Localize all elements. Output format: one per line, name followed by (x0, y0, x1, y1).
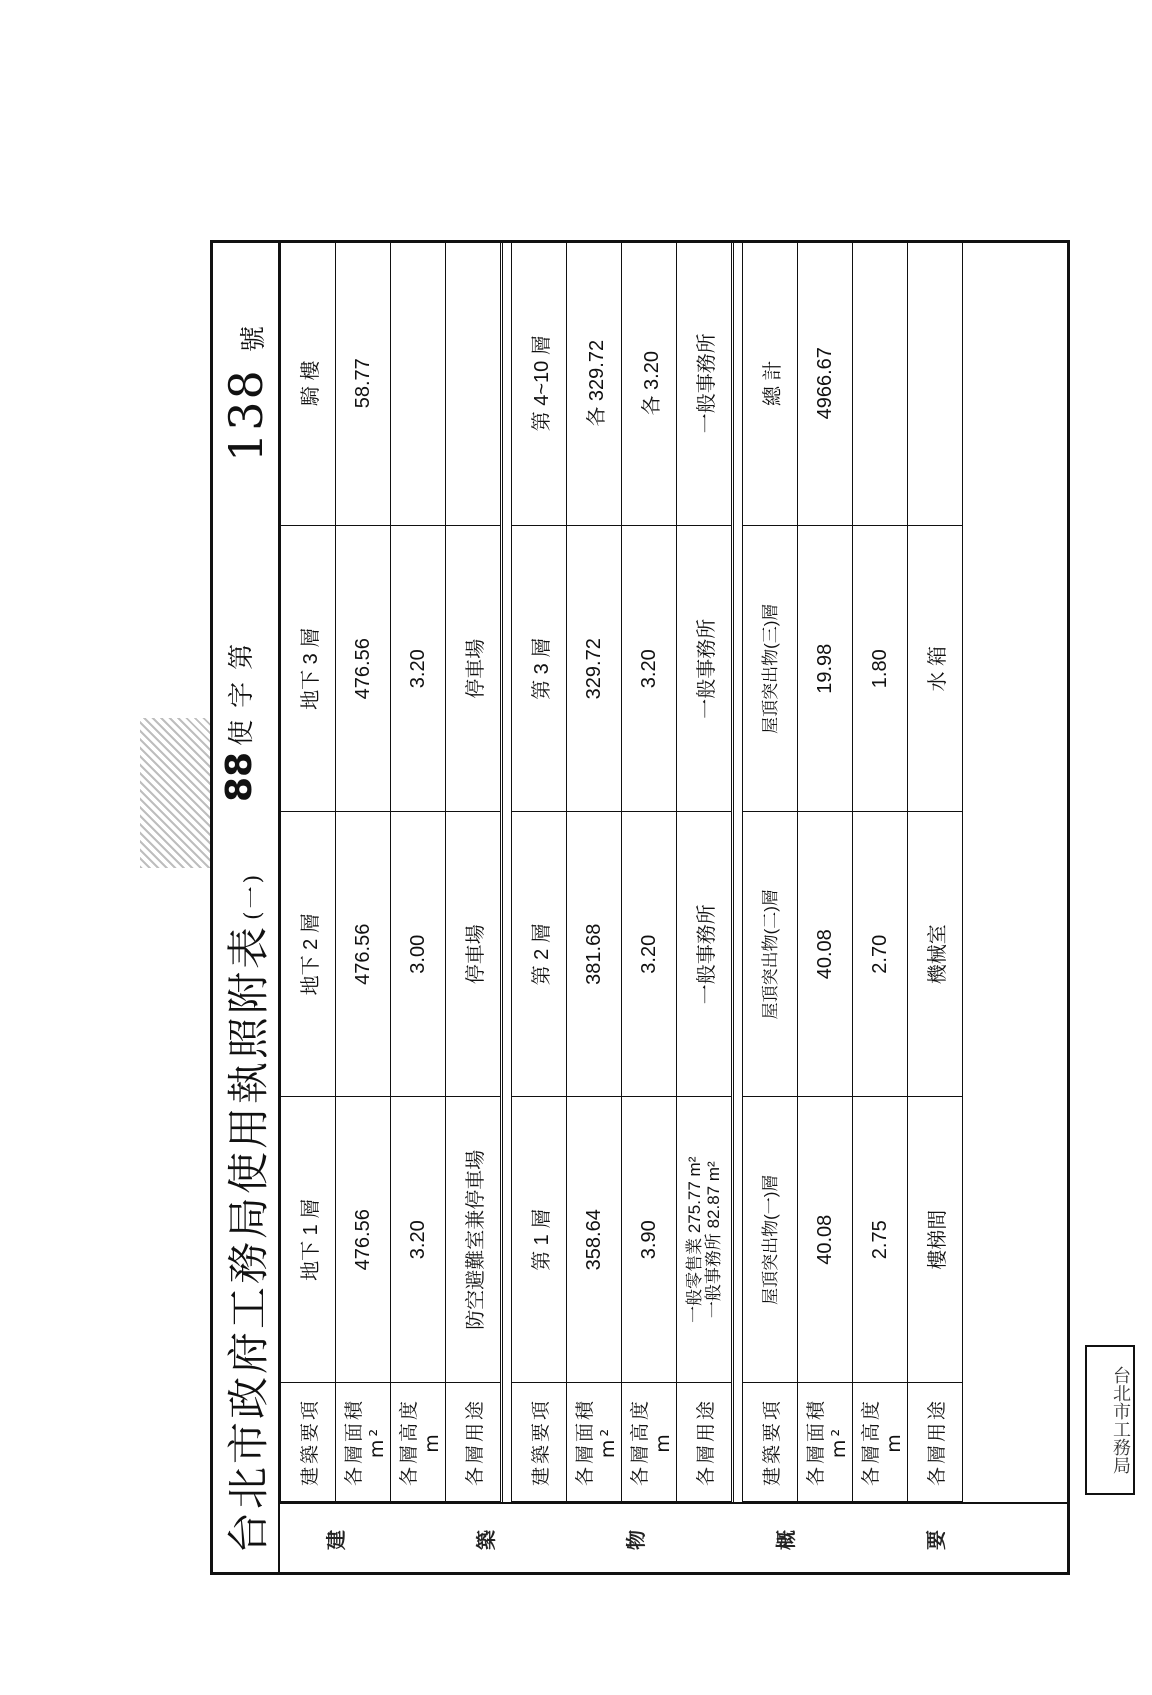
table-row (512, 241, 567, 1502)
row-label: 各層面積m² (336, 1383, 391, 1502)
cell-use (446, 241, 502, 527)
table-row (622, 241, 677, 1502)
table-row (446, 241, 502, 1502)
block-gap (733, 241, 743, 1502)
table-row (853, 241, 908, 1502)
cell-area: 19.98 (798, 526, 853, 812)
row-label: 各層用途 (446, 1383, 502, 1502)
table-row (798, 241, 853, 1502)
row-label: 各層面積m² (567, 1383, 622, 1502)
table-row (743, 241, 798, 1502)
row-label: 各層高度 m (391, 1383, 446, 1502)
side-caption-char: 築 (474, 1530, 498, 1550)
table-row (281, 241, 336, 1502)
cell-height: 3.90 (622, 1097, 677, 1383)
block-gap (502, 241, 512, 1502)
scan-hatch-mark (140, 718, 210, 868)
cell-use (677, 1097, 733, 1383)
side-caption-char: 要 (924, 1530, 948, 1550)
cell-area: 476.56 (336, 812, 391, 1098)
permit-table-sheet (210, 240, 1070, 1575)
cell-item: 地下 3 層 (281, 526, 336, 812)
table-row (677, 241, 733, 1502)
cell-height: 3.20 (391, 526, 446, 812)
stamp-mark: 台北市工務局 (1085, 1345, 1135, 1495)
row-label: 各層用途 (677, 1383, 733, 1502)
header-row (210, 240, 280, 1575)
block-basement (280, 240, 963, 1502)
cell-use: 水 箱 (908, 526, 963, 812)
cell-use: 一般事務所 (677, 812, 733, 1098)
cell-use: 樓梯間 (908, 1097, 963, 1383)
side-caption-char: 建 (324, 1530, 348, 1550)
table-row (908, 241, 963, 1502)
use-line: 一般零售業 275.77 m² (685, 1156, 704, 1323)
cell-item: 總 計 (743, 241, 798, 527)
row-label: 建築要項 (743, 1383, 798, 1502)
cell-height: 2.75 (853, 1097, 908, 1383)
table-body (280, 240, 1070, 1575)
cell-area: 329.72 (567, 526, 622, 812)
permit-prefix (219, 632, 260, 802)
cell-height: 各 3.20 (622, 241, 677, 527)
row-label: 各層面積m² (798, 1383, 853, 1502)
row-label: 建築要項 (512, 1383, 567, 1502)
use-line: 一般事務所 82.87 m² (704, 1161, 723, 1319)
cell-height (391, 241, 446, 527)
cell-height: 1.80 (853, 526, 908, 812)
cell-area: 476.56 (336, 1097, 391, 1383)
cell-use: 一般事務所 (677, 526, 733, 812)
cell-height: 3.20 (622, 812, 677, 1098)
cell-use: 防空避難室兼停車場 (446, 1097, 502, 1383)
cell-item: 第 3 層 (512, 526, 567, 812)
cell-height: 3.20 (391, 1097, 446, 1383)
table-row (336, 241, 391, 1502)
cell-area: 40.08 (798, 812, 853, 1098)
table-row (391, 241, 446, 1502)
cell-item: 屋頂突出物(三)層 (743, 526, 798, 812)
permit-suffix: 號 (239, 325, 269, 352)
cell-height: 3.00 (391, 812, 446, 1098)
cell-area: 40.08 (798, 1097, 853, 1383)
cell-item: 騎 樓 (281, 241, 336, 527)
cell-item: 屋頂突出物(一)層 (743, 1097, 798, 1383)
side-caption-char: 概 (774, 1530, 798, 1550)
cell-use: 停車場 (446, 526, 502, 812)
cell-height: 3.20 (622, 526, 677, 812)
cell-use: 一般事務所 (677, 241, 733, 527)
cell-area: 4966.67 (798, 241, 853, 527)
row-label: 各層用途 (908, 1383, 963, 1502)
cell-item: 地下 2 層 (281, 812, 336, 1098)
data-grid (280, 240, 1067, 1502)
permit-year: 88 (219, 751, 260, 802)
cell-area: 各 329.72 (567, 241, 622, 527)
table-row (567, 241, 622, 1502)
cell-use (908, 241, 963, 527)
side-caption-char: 物 (624, 1530, 648, 1550)
page-title: 台北市政府工務局使用執照附表(一) (223, 871, 273, 1554)
row-label: 建築要項 (281, 1383, 336, 1502)
cell-height: 2.70 (853, 812, 908, 1098)
cell-item: 第 1 層 (512, 1097, 567, 1383)
permit-text: 使字第 (227, 631, 257, 746)
cell-area: 358.64 (567, 1097, 622, 1383)
cell-item: 地下 1 層 (281, 1097, 336, 1383)
cell-use: 機械室 (908, 812, 963, 1098)
permit-number: 138 (219, 368, 273, 462)
cell-item: 第 2 層 (512, 812, 567, 1098)
cell-area: 476.56 (336, 526, 391, 812)
cell-area: 381.68 (567, 812, 622, 1098)
cell-use: 停車場 (446, 812, 502, 1098)
row-label: 各層高度 m (853, 1383, 908, 1502)
row-label: 各層高度 m (622, 1383, 677, 1502)
side-caption (280, 1502, 1067, 1572)
cell-item: 第 4~10 層 (512, 241, 567, 527)
cell-item: 屋頂突出物(二)層 (743, 812, 798, 1098)
cell-area: 58.77 (336, 241, 391, 527)
cell-height (853, 241, 908, 527)
